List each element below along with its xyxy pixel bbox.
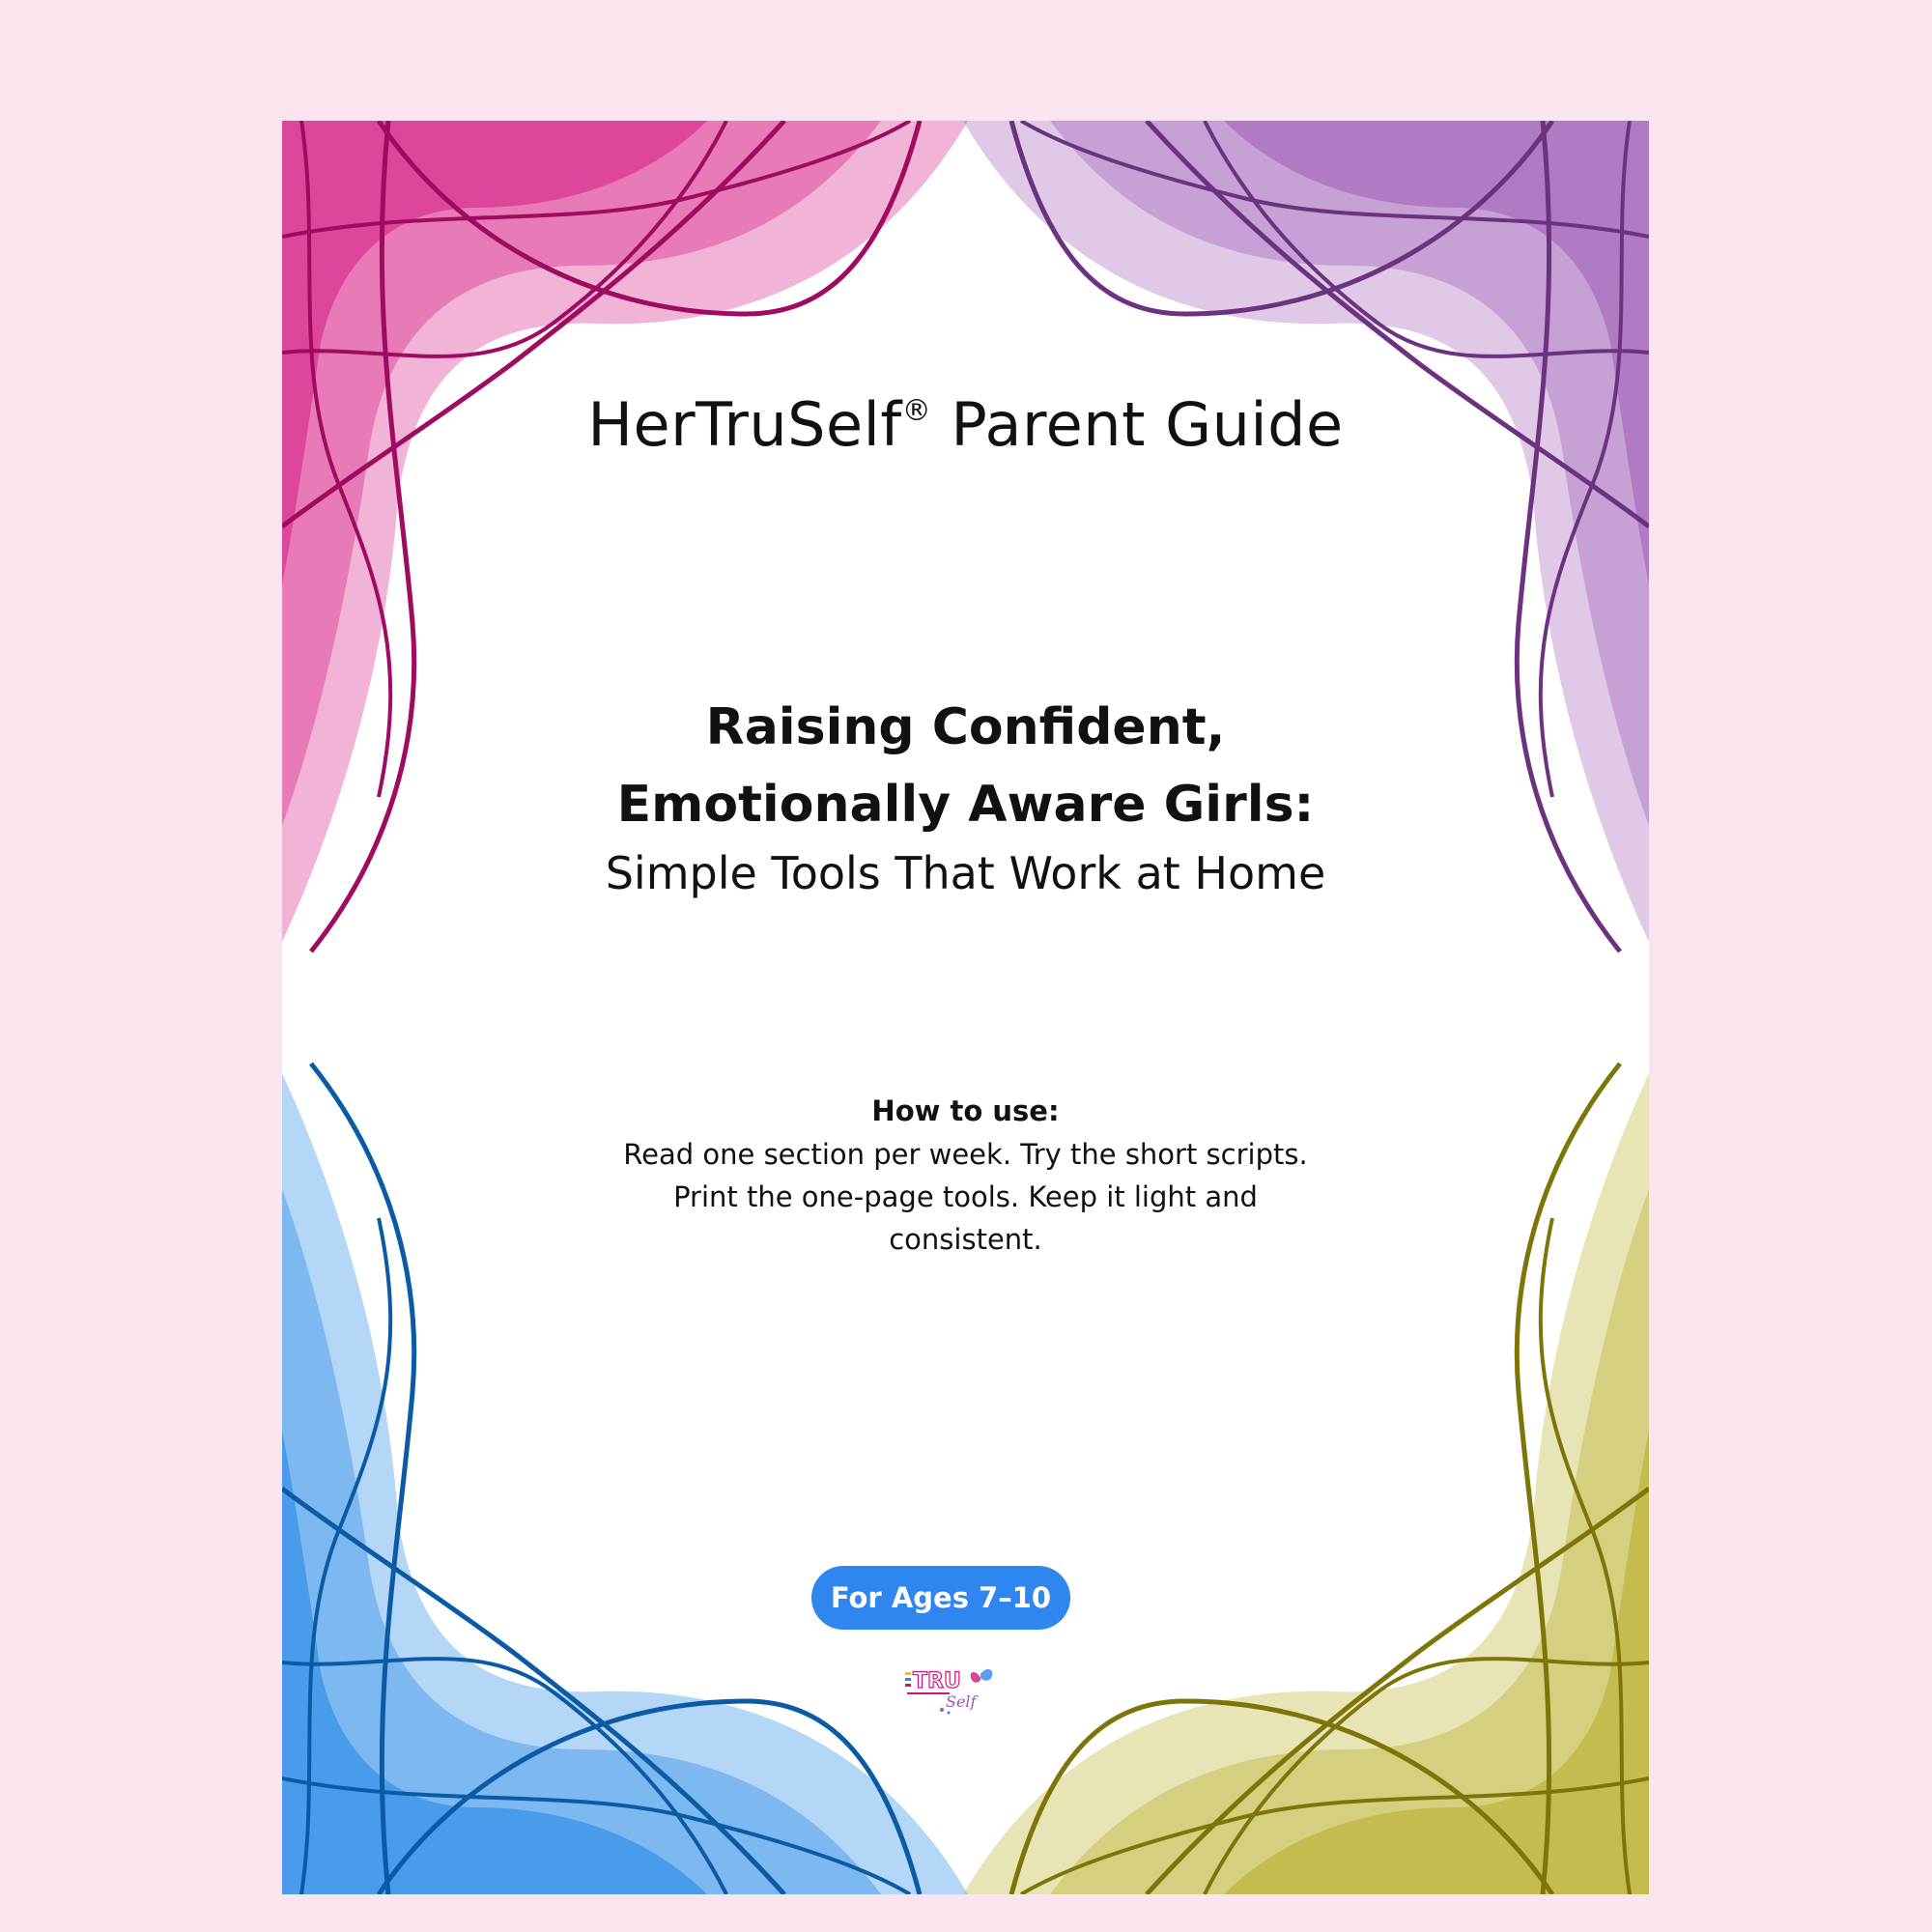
svg-text:Self: Self [946,1692,977,1711]
headline-line-1: Raising Confident, [705,698,1226,756]
how-to-use-label: How to use: [871,1094,1060,1127]
headline-line-2: Emotionally Aware Girls: [616,776,1315,834]
how-to-use-text: Read one section per week. Try the short scripts. Print the one-page tools. Keep it light and consistent. [623,1138,1308,1256]
truself-logo [903,1657,1000,1717]
headline [282,689,1649,843]
age-badge: For Ages 7–10 [811,1566,1070,1630]
registered-mark: ® [901,394,932,428]
svg-text:TRU: TRU [913,1669,961,1693]
guide-cover-page [282,121,1649,1894]
subtitle: Simple Tools That Work at Home [605,847,1326,899]
guide-title: HerTruSelf® Parent Guide [587,389,1344,460]
